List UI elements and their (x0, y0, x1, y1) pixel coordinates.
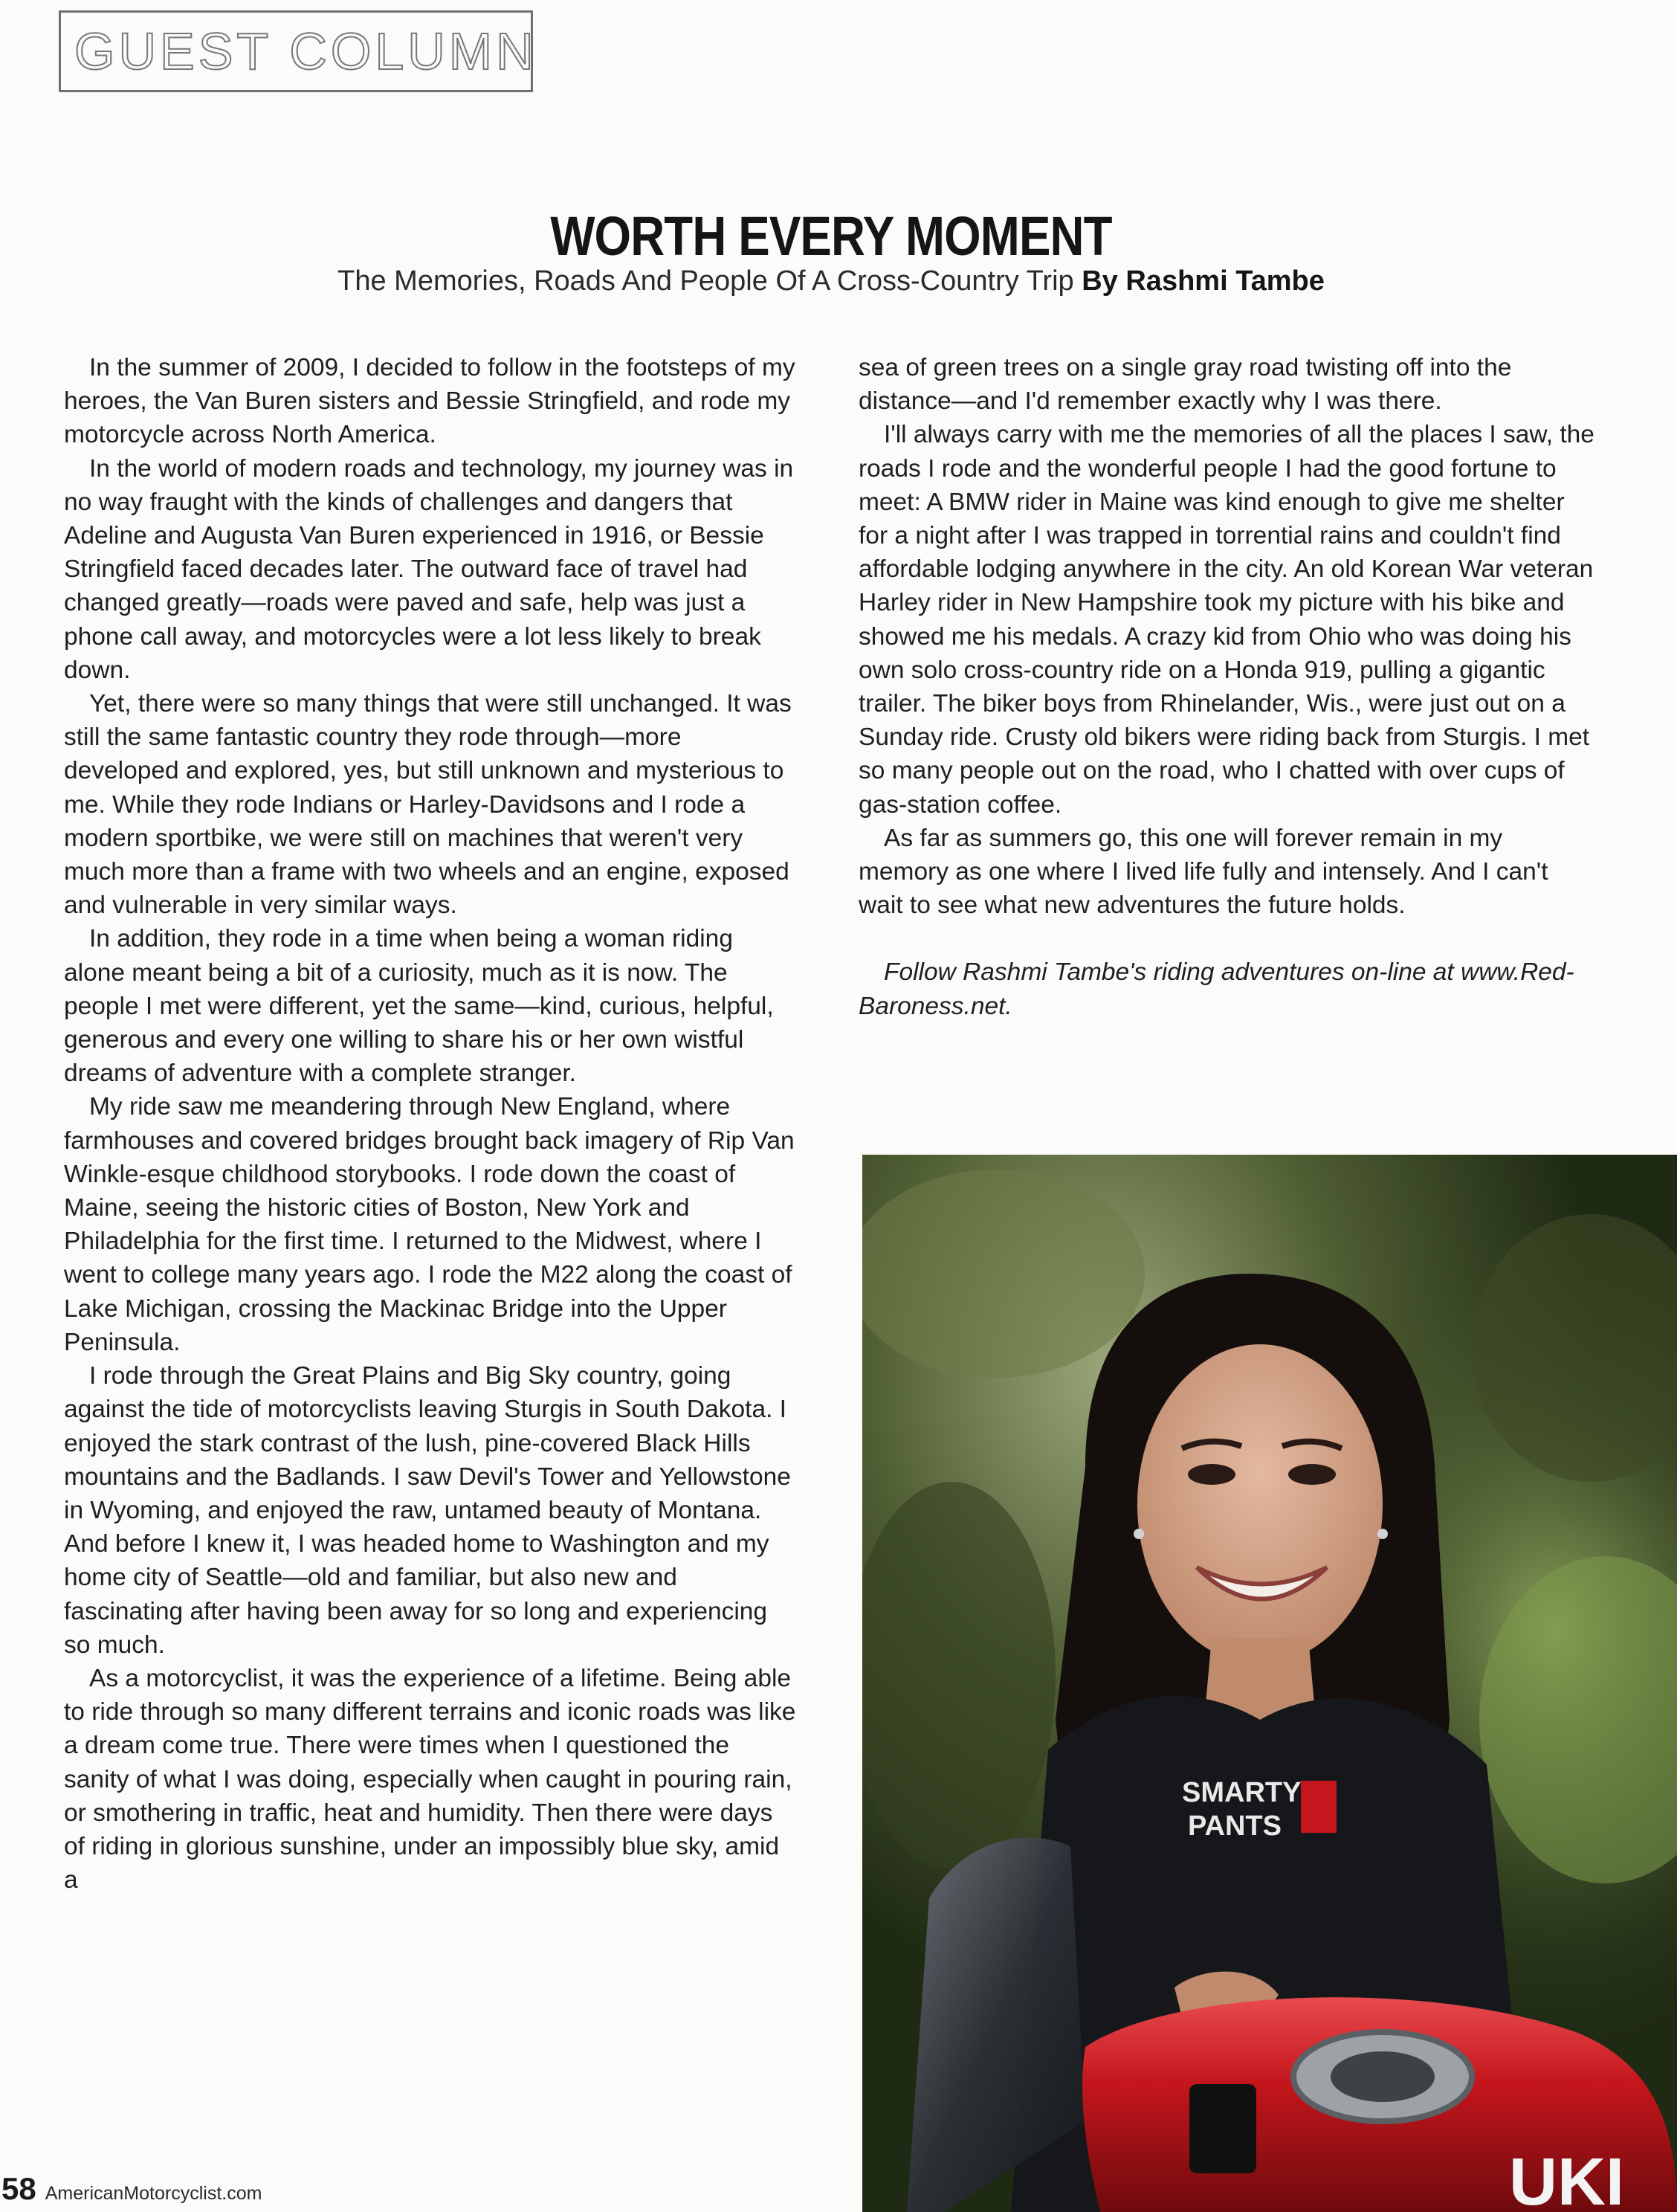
section-label: GUEST COLUMN (59, 10, 533, 92)
author-photo (862, 1155, 1677, 2212)
paragraph: sea of green trees on a single gray road twisting off into the distance—and I'd remember exactly why I was there. (859, 354, 1512, 416)
shirt-logo-line2: PANTS (1188, 1810, 1282, 1842)
paragraph: In addition, they rode in a time when being a woman riding alone meant being a bit of a curiosity, much as it is now. The people I met were different, yet the same—kind, curious, helpful, generous and every one willing to share his or her own wistful dreams of adventure with a complete stranger. (64, 925, 774, 1088)
article-subtitle: The Memories, Roads And People Of A Cross-Country Trip (337, 265, 1074, 297)
paragraph: As a motorcyclist, it was the experience of a lifetime. Being able to ride through so many different terrains and iconic roads was like a dream come true. There were times when I questioned the sanity of what I was doing, especially when caught in pouring rain, or smothering in traffic, heat and humidity. Then there were days of riding in glorious sunshine, under an impossibly blue sky, amid a (64, 1664, 796, 1895)
article-byline: By Rashmi Tambe (1082, 265, 1325, 297)
site-name: AmericanMotorcyclist.com (45, 2183, 262, 2204)
paragraph: I'll always carry with me the memories of all the places I saw, the roads I rode and the wonderful people I had the good fortune to meet: A BMW rider in Maine was kind enough to give me shelter for a night after I was trapped in torrential rains and couldn't find affordable lodging anywhere in the city. An old Korean War veteran Harley rider in New Hampshire took my picture with his bike and showed me his medals. A crazy kid from Ohio who was doing his own solo cross-country ride on a Honda 919, pulling a gigantic trailer. The biker boys from Rhinelander, Wis., were just out on a Sunday ride. Crusty old bikers were riding back from Sturgis. I met so many people out on the road, who I chatted with over cups of gas-station coffee. (859, 421, 1594, 819)
paragraph: In the world of modern roads and technology, my journey was in no way fraught with the kinds of challenges and dangers that Adeline and Augusta Van Buren experienced in 1916, or Bessie Stringfield faced decades later. The outward face of travel had changed greatly—roads were paved and safe, help was just a phone call away, and motorcycles were a lot less likely to break down. (64, 454, 794, 684)
right-column (859, 351, 1594, 1023)
page-footer (1, 2171, 262, 2208)
author-photo-illustration (862, 1155, 1677, 2212)
follow-note: Follow Rashmi Tambe's riding adventures on-line at www.Red-Baroness.net. (859, 958, 1574, 1020)
article-deck (0, 265, 1662, 297)
paragraph: My ride saw me meandering through New England, where farmhouses and covered bridges brought back imagery of Rip Van Winkle-esque childhood storybooks. I rode down the coast of Maine, seeing the historic cities of Boston, New York and Philadelphia for the first time. I returned to the Midwest, where I went to college many years ago. I rode the M22 along the coast of Lake Michigan, crossing the Mackinac Bridge into the Upper Peninsula. (64, 1093, 795, 1356)
paragraph: Yet, there were so many things that were still unchanged. It was still the same fantastic country they rode through—more developed and explored, yes, but still unknown and mysterious to me. While they rode Indians or Harley-Davidsons and I rode a modern sportbike, we were still on machines that weren't very much more than a frame with two wheels and an engine, exposed and vulnerable in very similar ways. (64, 690, 792, 920)
page-number: 58 (1, 2171, 36, 2206)
paragraph: I rode through the Great Plains and Big Sky country, going against the tide of motorcyclists leaving Sturgis in South Dakota. I enjoyed the stark contrast of the lush, pine-covered Black Hills mountains and the Badlands. I saw Devil's Tower and Yellowstone in Wyoming, and enjoyed the raw, untamed beauty of Montana. And before I knew it, I was headed home to Washington and my home city of Seattle—old and familiar, but also new and fascinating after having been away for so long and experiencing so much. (64, 1362, 791, 1659)
tank-brand-text: UKI (1509, 2145, 1624, 2212)
shirt-logo-line1: SMARTY (1182, 1777, 1302, 1808)
paragraph: As far as summers go, this one will forever remain in my memory as one where I lived life fully and intensely. And I can't wait to see what new adventures the future holds. (859, 824, 1548, 920)
article-title: WORTH EVERY MOMENT (550, 205, 1112, 267)
left-column (64, 351, 800, 1897)
paragraph: In the summer of 2009, I decided to follow in the footsteps of my heroes, the Van Buren sisters and Bessie Stringfield, and rode my motorcycle across North America. (64, 354, 795, 449)
